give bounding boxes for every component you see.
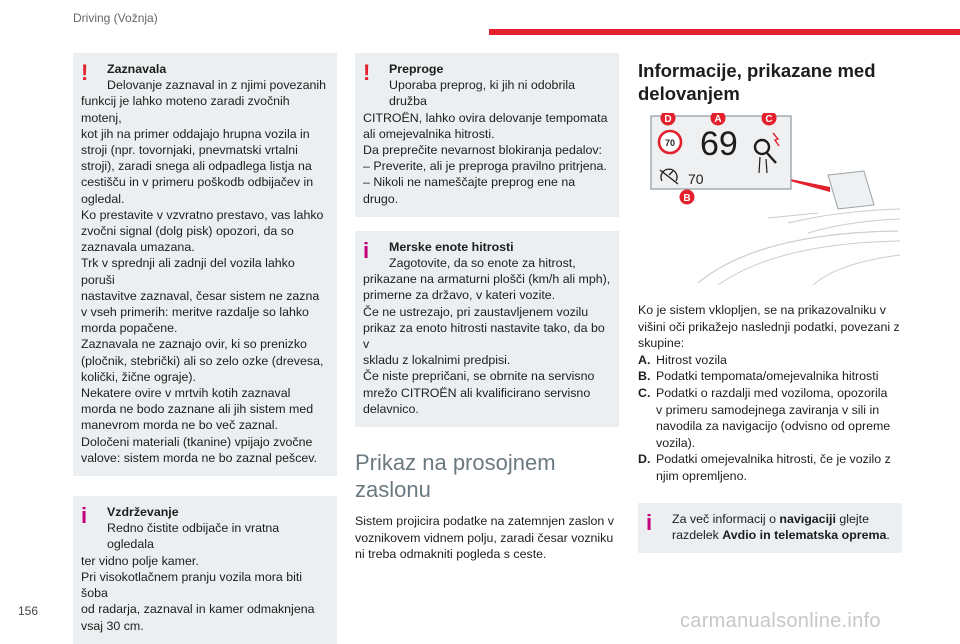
info-icon: i bbox=[81, 503, 88, 529]
text-line: cestišču in v primeru poškodb odbijačev in bbox=[81, 175, 314, 190]
list-key: D. bbox=[638, 452, 651, 467]
text: Za več informacij o bbox=[672, 511, 780, 526]
svg-text:D: D bbox=[664, 114, 672, 125]
box-title: Vzdrževanje bbox=[107, 505, 179, 520]
text-line: CITROËN, lahko ovira delovanje tempomata bbox=[363, 110, 608, 125]
header-accent-bar bbox=[489, 29, 960, 35]
list-text bbox=[656, 451, 891, 484]
text-line: manevrom morda ne bo več zaznal. bbox=[81, 418, 278, 433]
box-head bbox=[363, 61, 611, 110]
box-head bbox=[363, 239, 611, 271]
box-title: Preproge bbox=[389, 62, 444, 76]
section-head-up-display bbox=[355, 449, 619, 563]
text-line: – Nikoli ne nameščajte preprog ene na bbox=[363, 175, 576, 190]
header-title: Driving (Vožnja) bbox=[73, 11, 158, 25]
box-head bbox=[646, 511, 894, 543]
subsection-title-line-1: Informacije, prikazane med bbox=[638, 60, 876, 81]
text-line: v vseh primerih: meritve razdalje so lahko bbox=[81, 305, 309, 320]
section-title bbox=[355, 449, 619, 503]
text-line: Podatki o razdalji med voziloma, opozorila bbox=[656, 385, 888, 400]
section-body bbox=[355, 513, 619, 563]
text-line: navodila za navigacijo (odvisno od opreme bbox=[656, 419, 891, 434]
info-line-1 bbox=[672, 511, 890, 527]
list-key: A. bbox=[638, 352, 651, 367]
text-line: stroji (npr. tovornjaki, pnevmatski vrtalni bbox=[81, 143, 298, 158]
text-line: stroji), zaradi snega ali odpadlega listja na bbox=[81, 159, 312, 174]
text-line: Podatki tempomata/omejevalnika hitrosti bbox=[656, 369, 879, 384]
box-first-line: Uporaba preprog, ki jih ni odobrila družba bbox=[389, 78, 575, 109]
text-line: primerne za državo, v kateri vozite. bbox=[363, 288, 556, 303]
text-line: Hitrost vozila bbox=[656, 352, 727, 367]
text-line: ni treba odmakniti pogleda s ceste. bbox=[355, 547, 547, 562]
text-line: (pločnik, stebrički) ali so zelo ozke (drevesa, bbox=[81, 353, 324, 368]
column-2 bbox=[355, 53, 619, 563]
info-icon: i bbox=[363, 237, 370, 263]
list-item bbox=[638, 352, 902, 369]
svg-text:B: B bbox=[683, 193, 691, 204]
text-line: skladu z lokalnimi predpisi. bbox=[363, 353, 511, 368]
info-list bbox=[638, 352, 902, 485]
info-icon: i bbox=[646, 509, 653, 535]
list-text bbox=[656, 385, 890, 451]
box-title: Merske enote hitrosti bbox=[389, 239, 514, 254]
text-line: od radarja, zaznaval in kamer odmaknjena bbox=[81, 602, 315, 617]
text-line: funkcij je lahko moteno zaradi zvočnih motenj, bbox=[81, 94, 290, 125]
text-line: Trk v sprednji ali zadnji del vozila lahko poruši bbox=[81, 256, 295, 287]
box-first-line: Zagotovite, da so enote za hitrost, bbox=[389, 256, 576, 271]
limiter-value: 70 bbox=[688, 171, 704, 187]
text: glejte bbox=[835, 511, 869, 526]
box-head bbox=[81, 61, 329, 93]
text-line: Če ne ustrezajo, pri zaustavljenem vozilu bbox=[363, 304, 589, 319]
box-first-line: Redno čistite odbijače in vratna ogledala bbox=[107, 521, 280, 552]
text: . bbox=[886, 527, 890, 542]
box-head bbox=[81, 504, 329, 553]
text-line: nastavitve zaznaval, česar sistem ne zazna bbox=[81, 288, 320, 303]
text-line: morda popačene. bbox=[81, 321, 178, 336]
box-head-text bbox=[107, 504, 329, 553]
sign-limit-value: 70 bbox=[664, 138, 676, 148]
text-line: voznikovem vidnem polju, zaradi česar vozniku bbox=[355, 530, 614, 545]
info-box-navigation bbox=[638, 503, 902, 553]
text-line: Zaznavala ne zaznajo ovir, ki so prenizko bbox=[81, 337, 307, 352]
warning-icon: ! bbox=[81, 60, 89, 85]
list-key: C. bbox=[638, 385, 651, 400]
text-line: Ko prestavite v vzvratno prestavo, vas lahko bbox=[81, 207, 324, 222]
svg-text:C: C bbox=[765, 114, 773, 125]
audio-telematics-term: Avdio in telematska oprema bbox=[722, 527, 887, 542]
text-line: ali omejevalnika hitrosti. bbox=[363, 126, 495, 141]
text-line: Določeni materiali (tkanine) vpijajo zvočne bbox=[81, 434, 313, 449]
intro-text bbox=[638, 302, 902, 352]
box-head-text bbox=[389, 61, 611, 110]
text: razdelek bbox=[672, 527, 723, 542]
warning-box-mats bbox=[355, 53, 619, 217]
svg-text:A: A bbox=[714, 114, 722, 125]
box-head-text bbox=[389, 239, 576, 271]
list-item bbox=[638, 451, 902, 484]
text-line: ogledal. bbox=[81, 191, 125, 206]
text-line: delavnico. bbox=[363, 401, 419, 416]
text-line: prikaz za enoto hitrosti nastavite tako, da bo v bbox=[363, 320, 605, 352]
text-line: drugo. bbox=[363, 191, 399, 206]
text-line: v primeru samodejnega zaviranja v sili in bbox=[656, 402, 880, 417]
text-line: prikazane na armaturni plošči (km/h ali mph), bbox=[363, 272, 611, 287]
text-line: zvočni signal (dolg pisk) opozori, da so bbox=[81, 224, 294, 239]
column-3 bbox=[638, 59, 902, 553]
text-line: Nekatere ovire v mrtvih kotih zaznaval bbox=[81, 386, 291, 401]
box-body bbox=[363, 110, 611, 207]
text-line: skupine: bbox=[638, 336, 685, 351]
hud-speed: 69 bbox=[700, 125, 738, 163]
text-line: vsaj 30 cm. bbox=[81, 618, 144, 633]
text-line: morda ne bodo zaznane ali jih sistem med bbox=[81, 402, 314, 417]
box-body bbox=[363, 271, 611, 417]
text-line: ter vidno polje kamer. bbox=[81, 553, 199, 568]
navigation-term: navigaciji bbox=[779, 511, 836, 526]
text-line: – Preverite, ali je preproga pravilno pritrjena. bbox=[363, 159, 607, 174]
text-line: mrežo CITROËN ali kvalificirano servisno bbox=[363, 385, 591, 400]
watermark: carmanualsonline.info bbox=[680, 610, 881, 632]
text-line: Sistem projicira podatke na zatemnjen zaslon v bbox=[355, 514, 614, 529]
text-line: valove: sistem morda ne bo zaznal pešcev. bbox=[81, 450, 317, 465]
text-line: višini oči prikažejo naslednji podatki, povezani z bbox=[638, 319, 900, 334]
list-text bbox=[656, 352, 727, 369]
text-line: kot jih na primer oddajajo hrupna vozila in bbox=[81, 126, 310, 141]
list-item bbox=[638, 368, 902, 385]
box-body bbox=[81, 93, 329, 466]
hud-illustration bbox=[638, 113, 902, 288]
text-line: Pri visokotlačnem pranju vozila mora biti šoba bbox=[81, 569, 303, 601]
label-b bbox=[680, 190, 695, 205]
warning-icon: ! bbox=[363, 60, 371, 85]
text-line: njim opremljeno. bbox=[656, 468, 747, 483]
subsection-title-line-2: delovanjem bbox=[638, 83, 740, 104]
subsection-title bbox=[638, 59, 902, 105]
box-first-line: Delovanje zaznaval in z njimi povezanih bbox=[107, 78, 327, 93]
text-line: Da preprečite nevarnost blokiranja pedalov: bbox=[363, 143, 603, 158]
page-number: 156 bbox=[18, 604, 39, 618]
section-title-line-2: zaslonu bbox=[355, 477, 431, 503]
info-line-2 bbox=[672, 527, 890, 543]
box-head-text bbox=[672, 511, 890, 543]
list-item bbox=[638, 385, 902, 451]
info-box-speed-units bbox=[355, 231, 619, 427]
text-line: Če niste prepričani, se obrnite na servisno bbox=[363, 369, 595, 384]
text-line: Podatki omejevalnika hitrosti, če je vozilo z bbox=[656, 452, 891, 467]
warning-box-sensors bbox=[73, 53, 337, 476]
box-title: Zaznavala bbox=[107, 62, 167, 76]
text-line: Ko je sistem vklopljen, se na prikazovalniku v bbox=[638, 303, 886, 317]
box-head-text bbox=[107, 61, 326, 93]
section-title-line-1: Prikaz na prosojnem bbox=[355, 450, 556, 476]
list-text bbox=[656, 368, 878, 385]
text-line: zaznavala umazana. bbox=[81, 240, 195, 255]
box-body bbox=[81, 553, 329, 634]
text-line: količki, žične ograje). bbox=[81, 369, 197, 384]
list-key: B. bbox=[638, 369, 651, 384]
column-1 bbox=[73, 53, 337, 644]
info-box-maintenance bbox=[73, 496, 337, 644]
text-line: vozila). bbox=[656, 435, 696, 450]
